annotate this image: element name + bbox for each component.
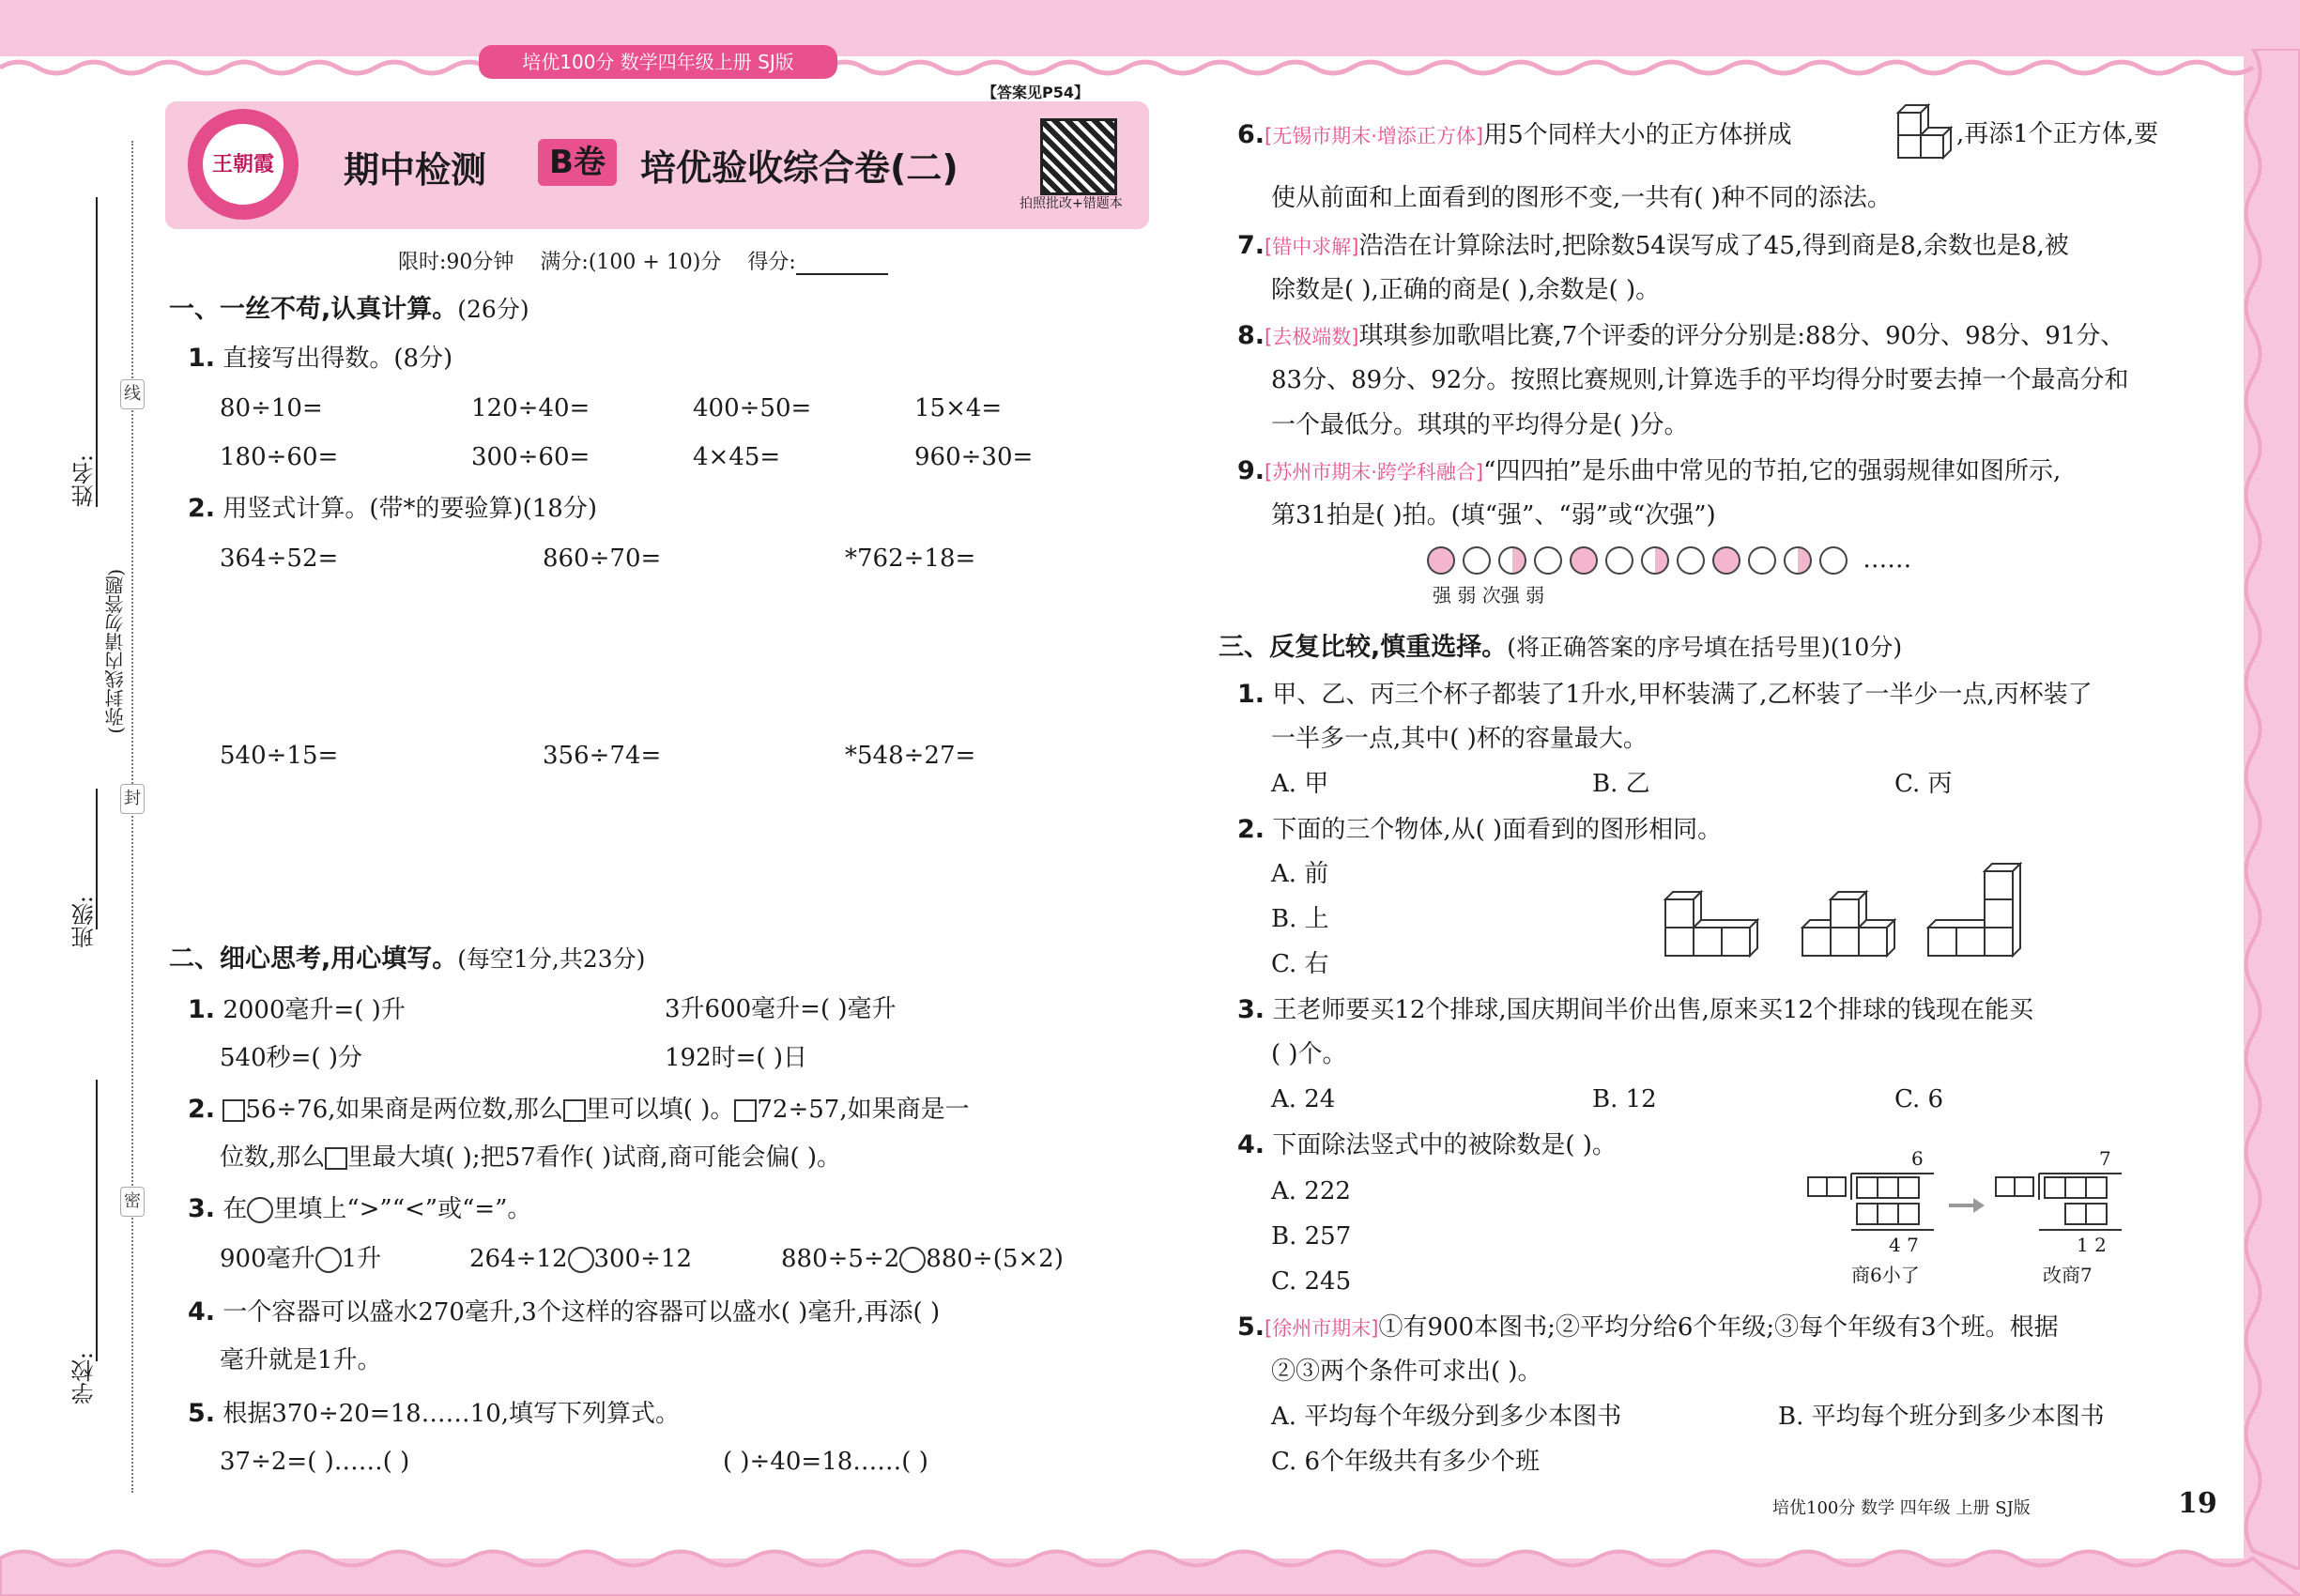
- q6-line2: 使从前面和上面看到的图形不变,一共有( )种不同的添法。: [1271, 184, 1892, 212]
- s1-q2-item: *762÷18=: [845, 545, 976, 573]
- s2-q1-a: 1. 2000毫升=( )升: [188, 995, 406, 1024]
- exam-title: 期中检测: [344, 149, 487, 191]
- s1-q2-item: 540÷15=: [220, 742, 339, 770]
- s2-q1-c: 540秒=( )分: [220, 1044, 362, 1072]
- section-1-title: 一、一丝不苟,认真计算。(26分): [169, 295, 529, 324]
- div-remainder-1: 4 7: [1889, 1234, 1919, 1256]
- s3-q4-line: 4. 下面除法竖式中的被除数是( )。: [1237, 1130, 1617, 1159]
- q8-line3: 一个最低分。琪琪的平均得分是( )分。: [1271, 411, 1689, 439]
- compare-circle[interactable]: [315, 1247, 342, 1273]
- blank-square: [563, 1099, 586, 1122]
- s3-q4-opt[interactable]: C. 245: [1271, 1267, 1352, 1296]
- beat-ellipsis: ……: [1863, 545, 1912, 574]
- compare-circle[interactable]: [899, 1247, 926, 1273]
- score-blank[interactable]: [796, 254, 888, 275]
- s3-q5-line1: 5.[徐州市期末]①有900本图书;②平均分给6个年级;③每个年级有3个班。根据: [1237, 1312, 2059, 1342]
- s3-q4-opt[interactable]: B. 257: [1271, 1222, 1352, 1251]
- beat-strong: [1427, 546, 1455, 575]
- s1-q1-item: 120÷40=: [471, 394, 590, 422]
- q7-line1: 7.[错中求解]浩浩在计算除法时,把除数54误写成了45,得到商是8,余数也是8,被: [1237, 231, 2069, 260]
- s2-q3-compare: 900毫升 1升: [220, 1245, 382, 1273]
- s2-q4-line1: 4. 一个容器可以盛水270毫升,3个这样的容器可以盛水( )毫升,再添( ): [188, 1297, 941, 1327]
- blank-square: [325, 1147, 347, 1170]
- blank-circle: [247, 1197, 273, 1223]
- binding-dotted-line: [131, 141, 133, 1493]
- s3-q3-line2: ( )个。: [1271, 1040, 1347, 1068]
- seal-xian: 线: [120, 379, 145, 409]
- div-caption-1: 商6小了: [1851, 1264, 1920, 1286]
- s1-q2: 2. 用竖式计算。(带*的要验算)(18分): [188, 494, 597, 523]
- paper-version-badge: B卷: [538, 139, 617, 186]
- cube-stack-figure: [1891, 101, 1956, 167]
- s2-q5-a: 37÷2=( )……( ): [220, 1448, 410, 1476]
- s3-q3-opt[interactable]: C. 6: [1894, 1085, 1944, 1113]
- page-footer: 培优100分 数学 四年级 上册 SJ版: [1772, 1498, 2031, 1518]
- q9-line2: 第31拍是( )拍。(填“强”、“弱”或“次强”): [1271, 501, 1716, 529]
- s1-q2-item: 364÷52=: [220, 545, 339, 573]
- beat-secondary: [1641, 546, 1669, 575]
- s1-q2-item: 860÷70=: [543, 545, 662, 573]
- s1-q2-item: *548÷27=: [845, 742, 976, 770]
- s3-q1-opt[interactable]: A. 甲: [1271, 770, 1329, 798]
- blank-square: [734, 1099, 757, 1122]
- beat-weak: [1677, 546, 1705, 575]
- s3-q3-line1: 3. 王老师要买12个排球,国庆期间半价出售,原来买12个排球的钱现在能买: [1237, 995, 2034, 1024]
- brand-logo-text: 王朝霞: [203, 124, 284, 205]
- s3-q2-opt[interactable]: B. 上: [1271, 905, 1329, 933]
- s3-q5-line2: ②③两个条件可求出( )。: [1271, 1358, 1542, 1386]
- s2-q1-b: 3升600毫升=( )毫升: [665, 995, 897, 1023]
- s1-q2-item: 356÷74=: [543, 742, 662, 770]
- s1-q1: 1. 直接写出得数。(8分): [188, 344, 453, 373]
- beat-strong: [1570, 546, 1598, 575]
- qr-code-icon[interactable]: [1040, 118, 1117, 195]
- s1-q1-item: 400÷50=: [693, 394, 812, 422]
- seal-mi: 密: [120, 1187, 145, 1217]
- s1-q1-item: 180÷60=: [220, 443, 339, 471]
- s1-q1-item: 960÷30=: [914, 443, 1034, 471]
- s3-q2-line: 2. 下面的三个物体,从( )面看到的图形相同。: [1237, 815, 1723, 844]
- beat-weak: [1605, 546, 1633, 575]
- qr-caption: 拍照批改+错题本: [1020, 196, 1123, 211]
- s3-q4-opt[interactable]: A. 222: [1271, 1177, 1351, 1205]
- s2-q3-compare: 880÷5÷2 880÷(5×2): [781, 1245, 1064, 1273]
- section-2-title: 二、细心思考,用心填写。(每空1分,共23分): [169, 944, 646, 974]
- top-wave-border: [0, 49, 2300, 77]
- q6-line1-cont: ,再添1个正方体,要: [1956, 120, 2159, 148]
- s2-q3: 3. 在 里填上“>”“<”或“=”。: [188, 1194, 532, 1223]
- s1-q1-item: 300÷60=: [471, 443, 590, 471]
- s2-q2-line2: 位数,那么 里最大填( );把57看作( )试商,商可能会偏( )。: [220, 1143, 842, 1172]
- beat-secondary: [1498, 546, 1526, 575]
- three-objects-figure: [1662, 862, 2037, 965]
- bottom-wave-border: [0, 1540, 2300, 1596]
- s3-q5-opt[interactable]: A. 平均每个年级分到多少本图书: [1271, 1403, 1622, 1431]
- school-line: [96, 1080, 98, 1361]
- school-label: 学校:: [71, 1352, 98, 1405]
- beat-secondary: [1784, 546, 1812, 575]
- beat-weak: [1819, 546, 1848, 575]
- q8-line1: 8.[去极端数]琪琪参加歌唱比赛,7个评委的评分分别是:88分、90分、98分、91分、: [1237, 321, 2125, 350]
- compare-circle[interactable]: [568, 1247, 594, 1273]
- s2-q5-line1: 5. 根据370÷20=18……10,填写下列算式。: [188, 1399, 681, 1428]
- s1-q1-item: 4×45=: [693, 443, 781, 471]
- exam-meta: [398, 246, 888, 275]
- s3-q1-opt[interactable]: B. 乙: [1592, 770, 1650, 798]
- s2-q5-b: ( )÷40=18……( ): [723, 1448, 928, 1476]
- answer-reference: 【答案见P54】: [982, 84, 1089, 101]
- seal-feng: 封: [120, 784, 145, 814]
- full-score: 满分:(100 + 10)分: [540, 251, 722, 274]
- s3-q3-opt[interactable]: B. 12: [1592, 1085, 1657, 1113]
- class-label: 班级:: [71, 896, 98, 949]
- s3-q1-line2: 一半多一点,其中( )杯的容量最大。: [1271, 725, 1648, 753]
- s2-q3-compare: 264÷12 300÷12: [469, 1245, 692, 1273]
- right-wave-border: [2234, 49, 2300, 1570]
- beat-strong: [1712, 546, 1740, 575]
- beat-weak: [1748, 546, 1776, 575]
- section-3-title: 三、反复比较,慎重选择。(将正确答案的序号填在括号里)(10分): [1219, 633, 1903, 662]
- s1-q1-item: 80÷10=: [220, 394, 323, 422]
- beat-weak: [1463, 546, 1491, 575]
- div-quotient-2: 7: [2099, 1147, 2111, 1170]
- s3-q1-opt[interactable]: C. 丙: [1894, 770, 1953, 798]
- book-series-tab: 培优100分 数学四年级上册 SJ版: [479, 45, 837, 79]
- s3-q5-opt[interactable]: C. 6个年级共有多少个班: [1271, 1448, 1541, 1476]
- beat-labels: 强 弱 次强 弱: [1433, 584, 1545, 606]
- seal-notice: (弥封线内请勿答题): [104, 569, 127, 734]
- s2-q2-line1: 2. 56÷76,如果商是两位数,那么 里可以填( )。 72÷57,如果商是一: [188, 1095, 970, 1124]
- s3-q3-opt[interactable]: A. 24: [1271, 1085, 1336, 1113]
- s3-q2-opt[interactable]: A. 前: [1271, 860, 1329, 888]
- s3-q1-line1: 1. 甲、乙、丙三个杯子都装了1升水,甲杯装满了,乙杯装了一半少一点,丙杯装了: [1237, 680, 2093, 709]
- q9-line1: 9.[苏州市期末·跨学科融合]“四四拍”是乐曲中常见的节拍,它的强弱规律如图所示,: [1237, 456, 2062, 485]
- q6-line1: 6.[无锡市期末·增添正方体]用5个同样大小的正方体拼成: [1237, 120, 1792, 149]
- page-number: 19: [2178, 1487, 2217, 1520]
- blank-square: [222, 1099, 245, 1122]
- exam-subtitle: 培优验收综合卷(二): [640, 147, 958, 189]
- div-remainder-2: 1 2: [2077, 1234, 2107, 1256]
- s3-q5-opt[interactable]: B. 平均每个班分到多少本图书: [1778, 1403, 2105, 1431]
- beat-weak: [1534, 546, 1562, 575]
- s1-q1-item: 15×4=: [914, 394, 1003, 422]
- s2-q1-d: 192时=( )日: [665, 1044, 807, 1072]
- time-limit: 限时:90分钟: [398, 251, 514, 274]
- s3-q2-opt[interactable]: C. 右: [1271, 950, 1329, 978]
- div-caption-2: 改商7: [2043, 1264, 2093, 1286]
- div-quotient-1: 6: [1911, 1147, 1924, 1170]
- name-label: 姓名:: [71, 454, 98, 508]
- beat-pattern: [1427, 546, 1911, 575]
- s2-q4-line2: 毫升就是1升。: [220, 1346, 382, 1374]
- q7-line2: 除数是( ),正确的商是( ),余数是( )。: [1271, 276, 1661, 304]
- score-label: 得分:: [747, 251, 796, 274]
- q8-line2: 83分、89分、92分。按照比赛规则,计算选手的平均得分时要去掉一个最高分和: [1271, 366, 2129, 394]
